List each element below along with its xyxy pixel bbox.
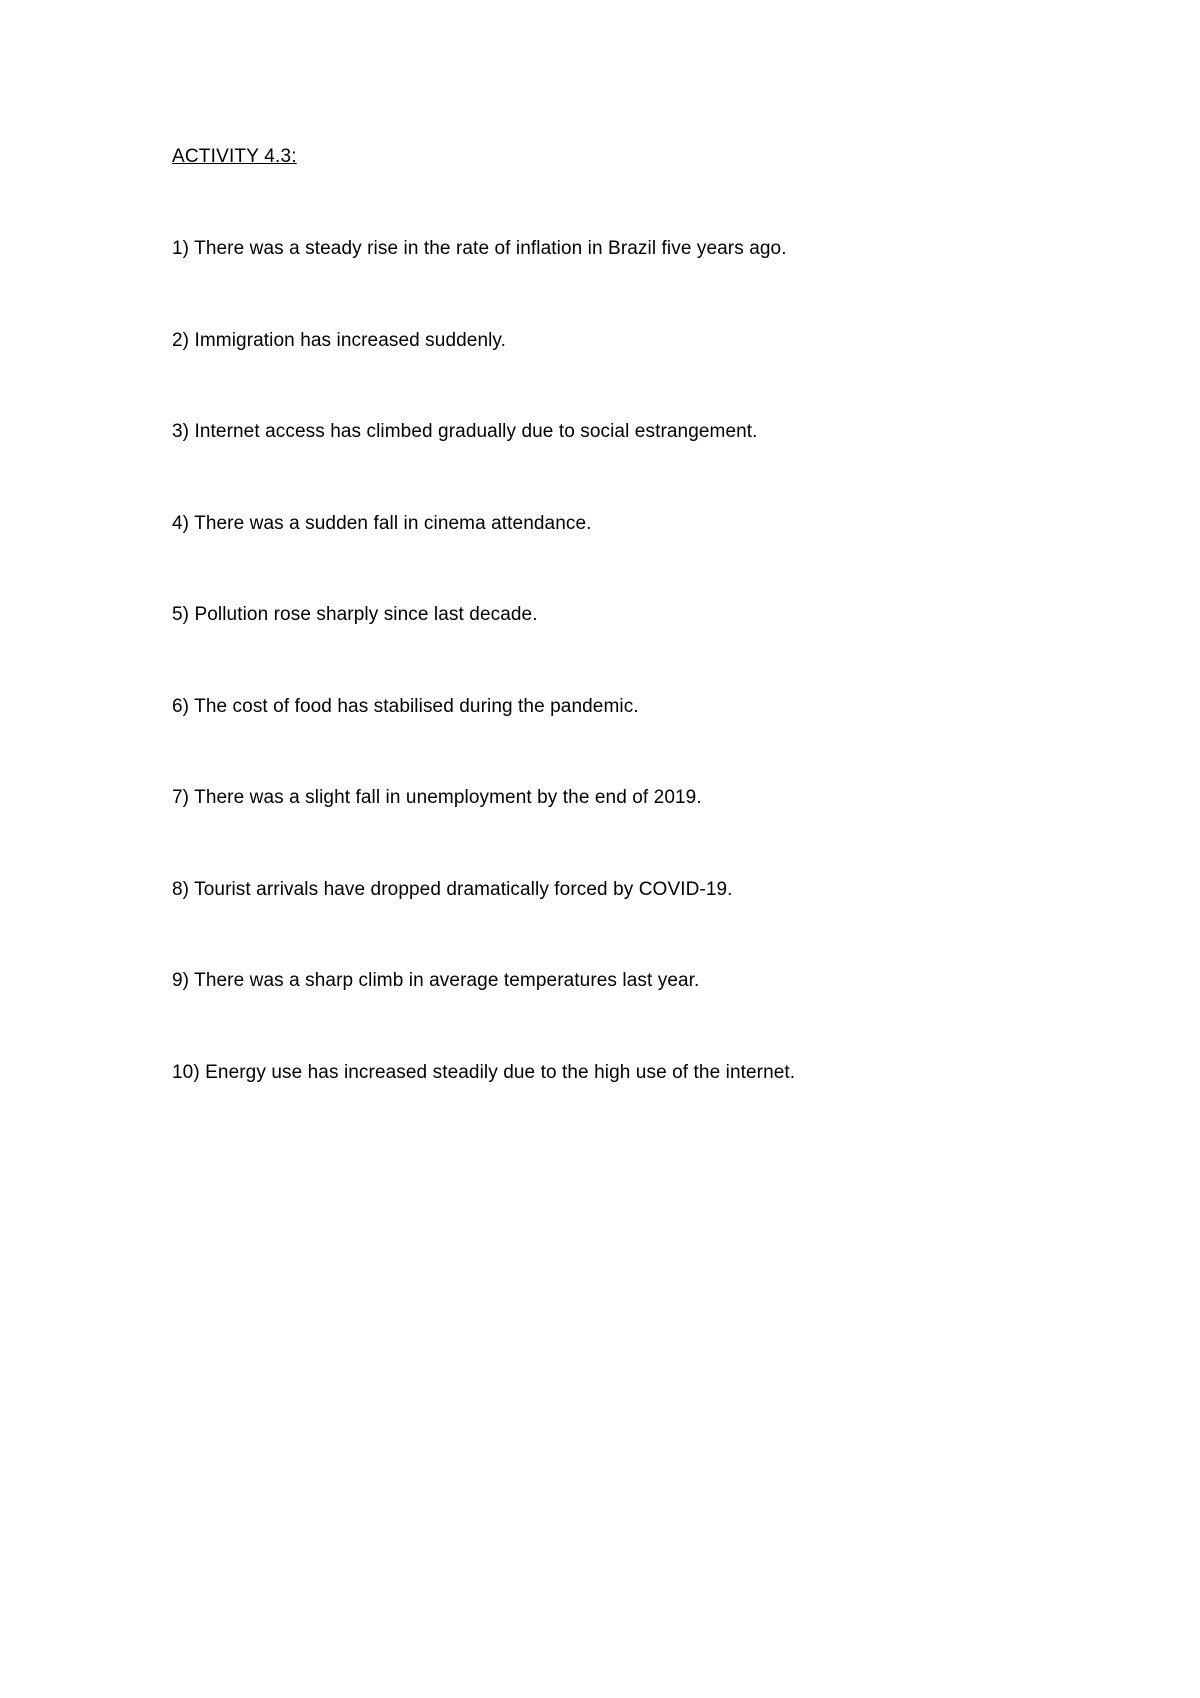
- sentence-item: 1) There was a steady rise in the rate of inflation in Brazil five years ago.: [172, 238, 787, 259]
- sentence-item: 9) There was a sharp climb in average temperatures last year.: [172, 970, 700, 991]
- sentence-item: 7) There was a slight fall in unemployment by the end of 2019.: [172, 787, 702, 808]
- sentence-item: 2) Immigration has increased suddenly.: [172, 329, 506, 351]
- sentence-item: 8) Tourist arrivals have dropped dramatically forced by COVID-19.: [172, 878, 733, 900]
- sentence-item: 3) Internet access has climbed gradually due to social estrangement.: [172, 421, 758, 442]
- document-content: [172, 146, 1072, 1083]
- sentence-list: [172, 238, 1072, 1153]
- sentence-item: 4) There was a sudden fall in cinema attendance.: [172, 512, 592, 534]
- sentence-item: 10) Energy use has increased steadily due to the high use of the internet.: [172, 1061, 796, 1083]
- sentence-item: 5) Pollution rose sharply since last decade.: [172, 604, 538, 625]
- activity-heading: ACTIVITY 4.3:: [172, 146, 297, 167]
- sentence-item: 6) The cost of food has stabilised during the pandemic.: [172, 695, 639, 717]
